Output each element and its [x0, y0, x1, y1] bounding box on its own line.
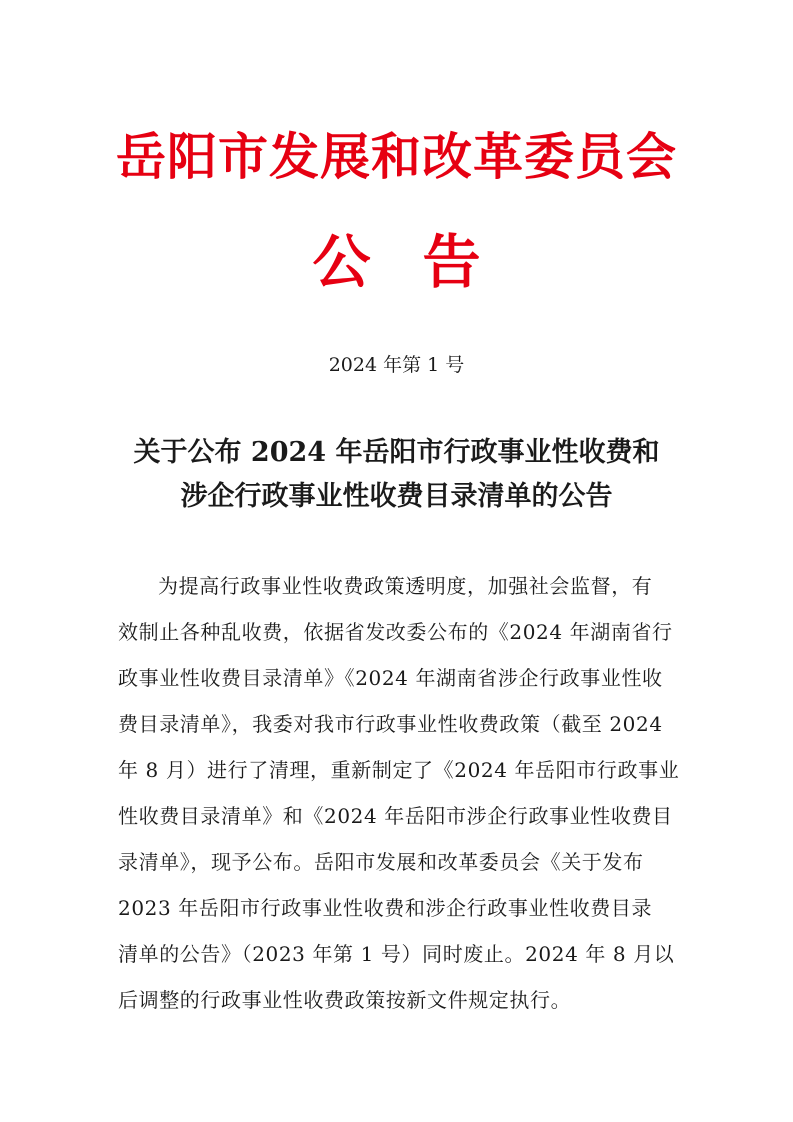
body-text-line-7: 录清单》，现予公布。岳阳市发展和改革委员会《关于发布 — [118, 850, 644, 874]
body-text-line-1: 为提高行政事业性收费政策透明度，加强社会监督，有 — [158, 574, 653, 598]
announcement-headline-line-1: 关于公布 2024 年岳阳市行政事业性收费和 — [133, 437, 660, 468]
issuing-organization-title: 岳阳市发展和改革委员会 — [116, 127, 677, 186]
body-text-line-10: 后调整的行政事业性收费政策按新文件规定执行。 — [118, 988, 572, 1012]
body-text-line-9: 清单的公告》（2023 年第 1 号）同时废止。2024 年 8 月以 — [118, 942, 675, 966]
document-type-title: 公告 — [312, 228, 533, 296]
body-text-line-4: 费目录清单》，我委对我市行政事业性收费政策（截至 2024 — [118, 712, 663, 736]
body-text-line-3: 政事业性收费目录清单》《2024 年湖南省涉企行政事业性收 — [118, 666, 663, 690]
body-text-line-5: 年 8 月）进行了清理，重新制定了《2024 年岳阳市行政事业 — [118, 758, 680, 782]
announcement-headline-line-2: 涉企行政事业性收费目录清单的公告 — [180, 481, 613, 512]
document-number: 2024 年第 1 号 — [328, 354, 465, 376]
body-text-line-2: 效制止各种乱收费，依据省发改委公布的《2024 年湖南省行 — [118, 620, 673, 644]
body-text-line-8: 2023 年岳阳市行政事业性收费和涉企行政事业性收费目录 — [118, 896, 653, 920]
body-text-line-6: 性收费目录清单》和《2024 年岳阳市涉企行政事业性收费目 — [118, 804, 673, 828]
